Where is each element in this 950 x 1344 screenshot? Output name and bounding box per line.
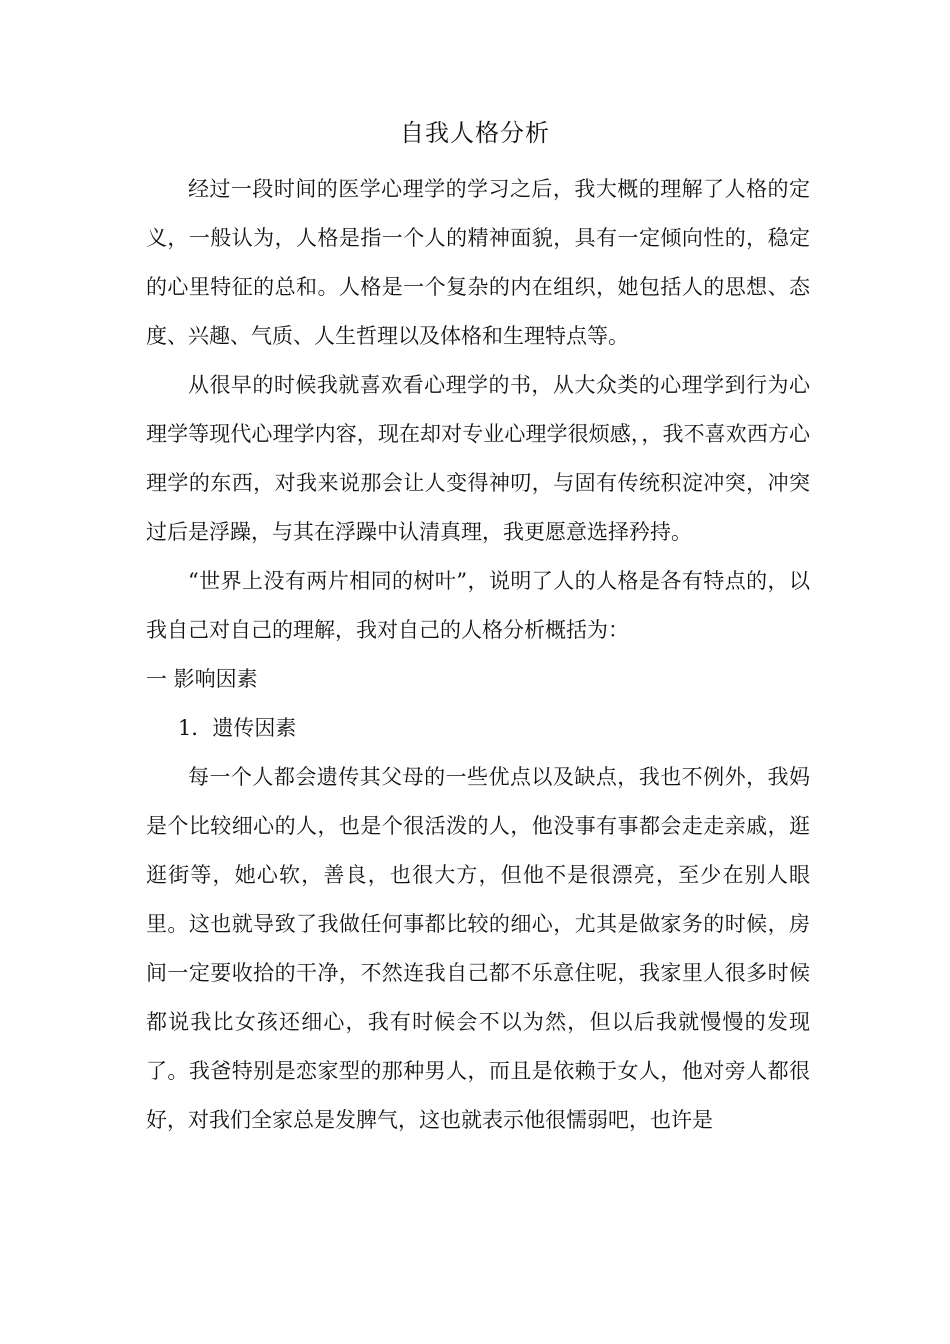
paragraph-intro: 经过一段时间的医学心理学的学习之后，我大概的理解了人格的定义，一般认为，人格是指一个人的精神面貌，具有一定倾向性的，稳定的心里特征的总和。人格是一个复杂的内在组织，她包括人的思想、态度、兴趣、气质、人生哲理以及体格和生理特点等。 <box>146 177 810 348</box>
paragraph-heredity: 每一个人都会遗传其父母的一些优点以及缺点，我也不例外，我妈是个比较细心的人，也是个很活泼的人，他没事有事都会走走亲戚，逛逛街等，她心软，善良，也很大方，但他不是很漂亮，至少在别人眼里。这也就导致了我做任何事都比较的细心，尤其是做家务的时候，房间一定要收拾的干净，不然连我自己都不乐意住呢，我家里人很多时候都说我比女孩还细心，我有时候会不以为然，但以后我就慢慢的发现了。我爸特别是恋家型的那种男人，而且是依赖于女人，他对旁人都很好，对我们全家总是发脾气，这也就表示他很懦弱吧，也许是 <box>146 765 810 1132</box>
paragraph-psychology-interest: 从很早的时候我就喜欢看心理学的书，从大众类的心理学到行为心理学等现代心理学内容，现在却对专业心理学很烦感，，我不喜欢西方心理学的东西，对我来说那会让人变得神叨，与固有传统积淀冲突，冲突过后是浮躁，与其在浮躁中认清真理，我更愿意选择矜持。 <box>146 373 810 544</box>
document-title: 自我人格分析 <box>400 119 550 147</box>
paragraph-leaves-quote: “世界上没有两片相同的树叶”，说明了人的人格是各有特点的，以我自己对自己的理解，我对自己的人格分析概括为： <box>146 569 810 642</box>
subsection-heading: 1．遗传因素 <box>178 716 297 740</box>
section-heading: 一 影响因素 <box>146 667 258 691</box>
document-body <box>146 165 810 1145</box>
